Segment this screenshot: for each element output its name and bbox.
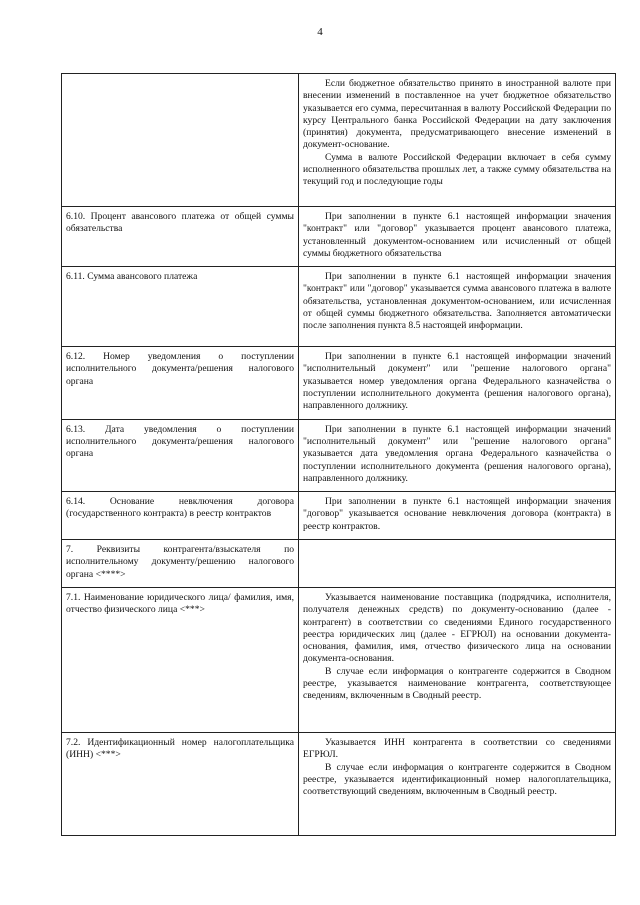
description-paragraph: При заполнении в пункте 6.1 настоящей информации значений "исполнительный документ" или "решение налогового органа" указывается дата уведомления органа Федерального казначейства о поступлении исполнительного документа (решения налогового органа), направленного должнику.: [303, 423, 611, 484]
description-paragraph: Сумма в валюте Российской Федерации включает в себя сумму исполненного обязательства прошлых лет, а также сумму обязательства на текущий год и последующие годы: [303, 151, 611, 188]
table-row: [62, 419, 616, 491]
description-paragraph: При заполнении в пункте 6.1 настоящей информации значения "договор" указывается основание невключения договора (контракта) в реестр контрактов.: [303, 496, 611, 532]
description-paragraph: При заполнении в пункте 6.1 настоящей информации значений "исполнительный документ" или "решение налогового органа" указывается номер уведомления органа Федерального казначейства о поступлении исполнительного документа (решения налогового органа), направленного должнику.: [303, 351, 611, 412]
field-name: 6.11. Сумма авансового платежа: [66, 271, 198, 283]
field-name-cell: [62, 419, 299, 491]
description-paragraph: Указывается ИНН контрагента в соответствии со сведениями ЕГРЮЛ.: [303, 736, 611, 761]
field-description-cell: [299, 587, 616, 732]
table-row: [62, 732, 616, 835]
field-name: 6.13. Дата уведомления о поступлении исполнительного документа/решения налогового органа: [66, 423, 294, 460]
description-paragraph: При заполнении в пункте 6.1 настоящей информации значения "контракт" или "договор" указывается процент авансового платежа, установленный документом-основанием или исчисленный от общей суммы бюджетного обязательства: [303, 211, 611, 259]
field-name-cell: [62, 587, 299, 732]
description-paragraph: Указывается наименование поставщика (подрядчика, исполнителя, получателя денежных средств) по документу-основанию (далее - контрагент) в соответствии со сведениями Единого государственного реестра юридических лиц (далее - ЕГРЮЛ) на основании документа-основания, фамилия, имя, отчество физического лица на основании документа-основания.: [303, 591, 611, 665]
field-name: 7.2. Идентификационный номер налогоплательщика (ИНН) <***>: [66, 736, 294, 761]
field-name: 6.10. Процент авансового платежа от общей суммы обязательства: [66, 211, 294, 235]
field-name-cell: [62, 732, 299, 835]
field-name-cell: [62, 492, 299, 540]
field-description-cell: [299, 732, 616, 835]
description-paragraph: В случае если информация о контрагенте содержится в Сводном реестре, указывается идентификационный номер налогоплательщика, соответствующий сведениям, включенным в Сводный реестр.: [303, 761, 611, 798]
field-description-cell: [299, 74, 616, 207]
table-row: [62, 267, 616, 347]
field-name-cell: [62, 267, 299, 347]
field-name-cell: [62, 74, 299, 207]
page-number: 4: [317, 26, 323, 38]
field-description-cell: [299, 492, 616, 540]
table-row: [62, 492, 616, 540]
field-name-cell: [62, 347, 299, 419]
field-name: 7.1. Наименование юридического лица/ фамилия, имя, отчество физического лица <***>: [66, 591, 294, 616]
field-name: 7. Реквизиты контрагента/взыскателя по исполнительному документу/решению налогового органа <****>: [66, 544, 294, 580]
table-row: [62, 74, 616, 207]
field-description-cell: [299, 267, 616, 347]
field-name-cell: [62, 540, 299, 588]
field-description-cell: [299, 419, 616, 491]
table-row: [62, 207, 616, 267]
field-description-cell: [299, 207, 616, 267]
field-name: 6.14. Основание невключения договора (государственного контракта) в реестр контрактов: [66, 496, 294, 520]
instruction-table: [61, 73, 616, 836]
table-row: [62, 540, 616, 588]
description-paragraph: В случае если информация о контрагенте содержится в Сводном реестре, указывается наименование контрагента, соответствующее сведениям, включенным в Сводный реестр.: [303, 665, 611, 702]
field-name-cell: [62, 207, 299, 267]
description-paragraph: Если бюджетное обязательство принято в иностранной валюте при внесении изменений в поставленное на учет бюджетное обязательство указывается его сумма, пересчитанная в валюту Российской Федерации по курсу Центрального банка Российской Федерации на дату заключения (принятия) документа, предусматривающего внесение изменений в документ-основание.: [303, 78, 611, 151]
field-description-cell: [299, 540, 616, 588]
field-name: 6.12. Номер уведомления о поступлении исполнительного документа/решения налогового органа: [66, 351, 294, 387]
table-row: [62, 347, 616, 419]
field-description-cell: [299, 347, 616, 419]
table-row: [62, 587, 616, 732]
description-paragraph: При заполнении в пункте 6.1 настоящей информации значения "контракт" или "договор" указывается сумма авансового платежа в валюте обязательства, установленная документом-основанием, или исчисленная от общей суммы бюджетного обязательства. Заполняется автоматически после заполнения пункта 8.5 настоящей информации.: [303, 271, 611, 332]
